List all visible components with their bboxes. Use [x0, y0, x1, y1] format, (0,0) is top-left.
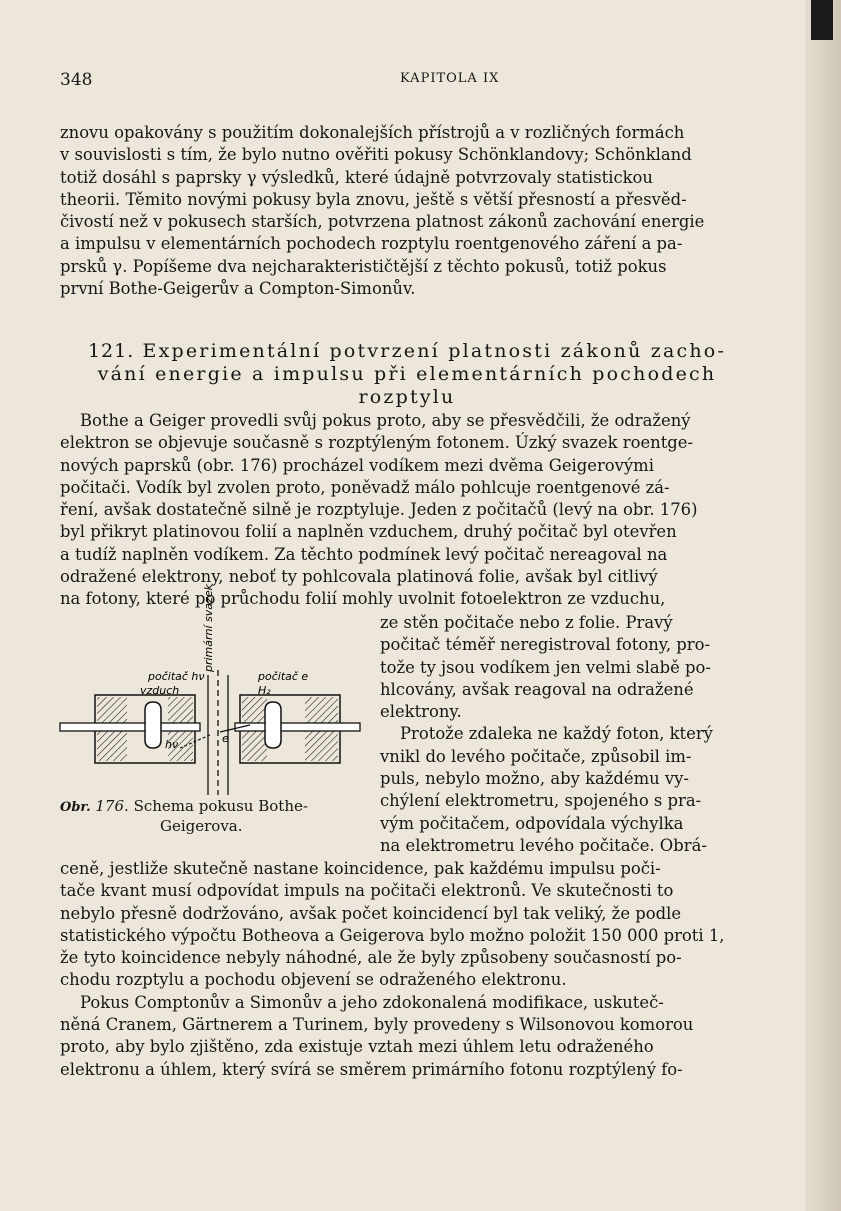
text-line: Bothe a Geiger provedli svůj pokus proto, aby se přesvědčili, že odražený: [80, 411, 691, 430]
text-line: vnikl do levého počitače, způsobil im-: [380, 746, 692, 766]
caption-text-2: Geigerova.: [160, 817, 243, 835]
text-line: tače kvant musí odpovídat impuls na počitači elektronů. Ve skutečnosti to: [60, 881, 674, 901]
text-line: hlcovány, avšak reagoval na odražené: [380, 679, 694, 699]
right-counter-tube: [265, 702, 281, 748]
text-line: a tudíž naplněn vodíkem. Za těchto podmínek levý počitač nereagoval na: [60, 544, 668, 564]
page-header: [60, 70, 760, 92]
text-line: počitač téměř neregistroval fotony, pro-: [380, 635, 710, 655]
text-line: theorii. Těmito novými pokusy byla znovu, ještě s větší přesností a přesvěd-: [60, 189, 687, 209]
text-line: ze stěn počitače nebo z folie. Pravý: [380, 613, 673, 632]
paragraph-3: [60, 858, 754, 1081]
text-line: znovu opakovány s použitím dokonalejších přístrojů a v rozličných formách: [60, 123, 685, 142]
text-line: puls, nebylo možno, aby každému vy-: [380, 769, 689, 789]
label-air: vzduch: [140, 684, 180, 697]
text-line: na elektrometru levého počitače. Obrá-: [380, 835, 707, 855]
text-line: počitači. Vodík byl zvolen proto, poněvadž málo pohlcuje roentgenové zá-: [60, 477, 670, 497]
figure-caption: [60, 797, 360, 836]
heading-text-1: Experimentální potvrzení platnosti zákonů zacho-: [142, 340, 727, 362]
caption-text-1: Schema pokusu Bothe-: [133, 797, 308, 815]
left-counter-tube: [145, 702, 161, 748]
text-line: tože ty jsou vodíkem jen velmi slabě po-: [380, 657, 711, 677]
label-h2: H₂: [258, 684, 271, 697]
text-line: že tyto koincidence nebyly náhodné, ale že byly způsobeny současností po-: [60, 948, 682, 968]
label-beam: primární svazek: [202, 584, 215, 672]
heading-line-1: [60, 340, 754, 363]
text-line: proto, aby bylo zjištěno, zda existuje vztah mezi úhlem letu odraženého: [60, 1037, 654, 1057]
text-line: Pokus Comptonův a Simonův a jeho zdokonalená modifikace, uskuteč-: [80, 992, 664, 1012]
right-counter-rod: [235, 723, 360, 731]
label-hv: hν: [165, 738, 179, 751]
text-line: chýlení elektrometru, spojeného s pra-: [380, 791, 702, 811]
text-line: na fotony, které po průchodu folií mohly uvolnit fotoelektron ze vzduchu,: [60, 589, 666, 609]
text-line: elektronu a úhlem, který svírá se směrem primárního fotonu rozptýlený fo-: [60, 1059, 683, 1079]
paragraph-2: [60, 410, 754, 611]
text-line: ření, avšak dostatečně silně je rozptyluje. Jeden z počitačů (levý na obr. 176): [60, 500, 698, 520]
text-line: prsků γ. Popíšeme dva nejcharakterističtější z těchto pokusů, totiž pokus: [60, 256, 667, 276]
text-line: nových paprsků (obr. 176) procházel vodíkem mezi dvěma Geigerovými: [60, 455, 654, 475]
text-line: vým počitačem, odpovídala výchylka: [380, 813, 684, 833]
section-number: 121.: [87, 340, 135, 362]
text-line: první Bothe-Geigerův a Compton-Simonův.: [60, 279, 416, 299]
text-line: elektron se objevuje současně s rozptýleným fotonem. Úzký svazek roentge-: [60, 433, 694, 453]
text-line: čivostí než v pokusech starších, potvrzena platnost zákonů zachování energie: [60, 212, 705, 232]
text-line: v souvislosti s tím, že bylo nutno ověřiti pokusy Schönklandovy; Schönkland: [60, 145, 692, 165]
text-line: odražené elektrony, neboť ty pohlcovala platinová folie, avšak byl citlivý: [60, 567, 658, 587]
caption-number: 176.: [95, 797, 129, 815]
text-line: chodu rozptylu a pochodu objevení se odraženého elektronu.: [60, 970, 567, 990]
text-line: ceně, jestliže skutečně nastane koincidence, pak každému impulsu poči-: [60, 859, 661, 878]
page-edge: [805, 0, 841, 1211]
left-counter-rod: [60, 723, 200, 731]
paragraph-1: [60, 122, 754, 300]
text-line: Protože zdaleka ne každý foton, který: [400, 724, 713, 744]
figure-176: [60, 584, 360, 805]
text-line: elektrony.: [380, 702, 462, 722]
running-title: KAPITOLA IX: [400, 71, 500, 86]
heading-line-3: rozptylu: [358, 386, 456, 408]
section-heading: [60, 340, 754, 409]
caption-label: Obr.: [60, 800, 91, 815]
text-line: a impulsu v elementárních pochodech rozptylu roentgenového záření a pa-: [60, 234, 683, 254]
page-number: 348: [60, 70, 93, 90]
text-line: něná Cranem, Gärtnerem a Turinem, byly provedeny s Wilsonovou komorou: [60, 1015, 694, 1035]
label-e: e: [222, 732, 229, 745]
text-line: statistického výpočtu Botheova a Geigerova bylo možno položit 150 000 proti 1,: [60, 925, 725, 945]
caption-line-1: [60, 797, 360, 817]
scan-shadow: [811, 0, 833, 40]
text-line: nebylo přesně dodržováno, avšak počet koincidencí byl tak veliký, že podle: [60, 903, 682, 923]
heading-line-2: vání energie a impulsu při elementárních pochodech: [97, 363, 717, 385]
wrapped-column: [380, 612, 754, 857]
bothe-geiger-diagram: [60, 584, 360, 800]
label-right-counter: počitač e: [258, 670, 309, 683]
text-line: totiž dosáhl s paprsky γ výsledků, které údajně potvrzovaly statistickou: [60, 167, 653, 187]
label-left-counter: počitač hν: [148, 670, 205, 683]
text-line: byl přikryt platinovou folií a naplněn vzduchem, druhý počitač byl otevřen: [60, 522, 677, 542]
